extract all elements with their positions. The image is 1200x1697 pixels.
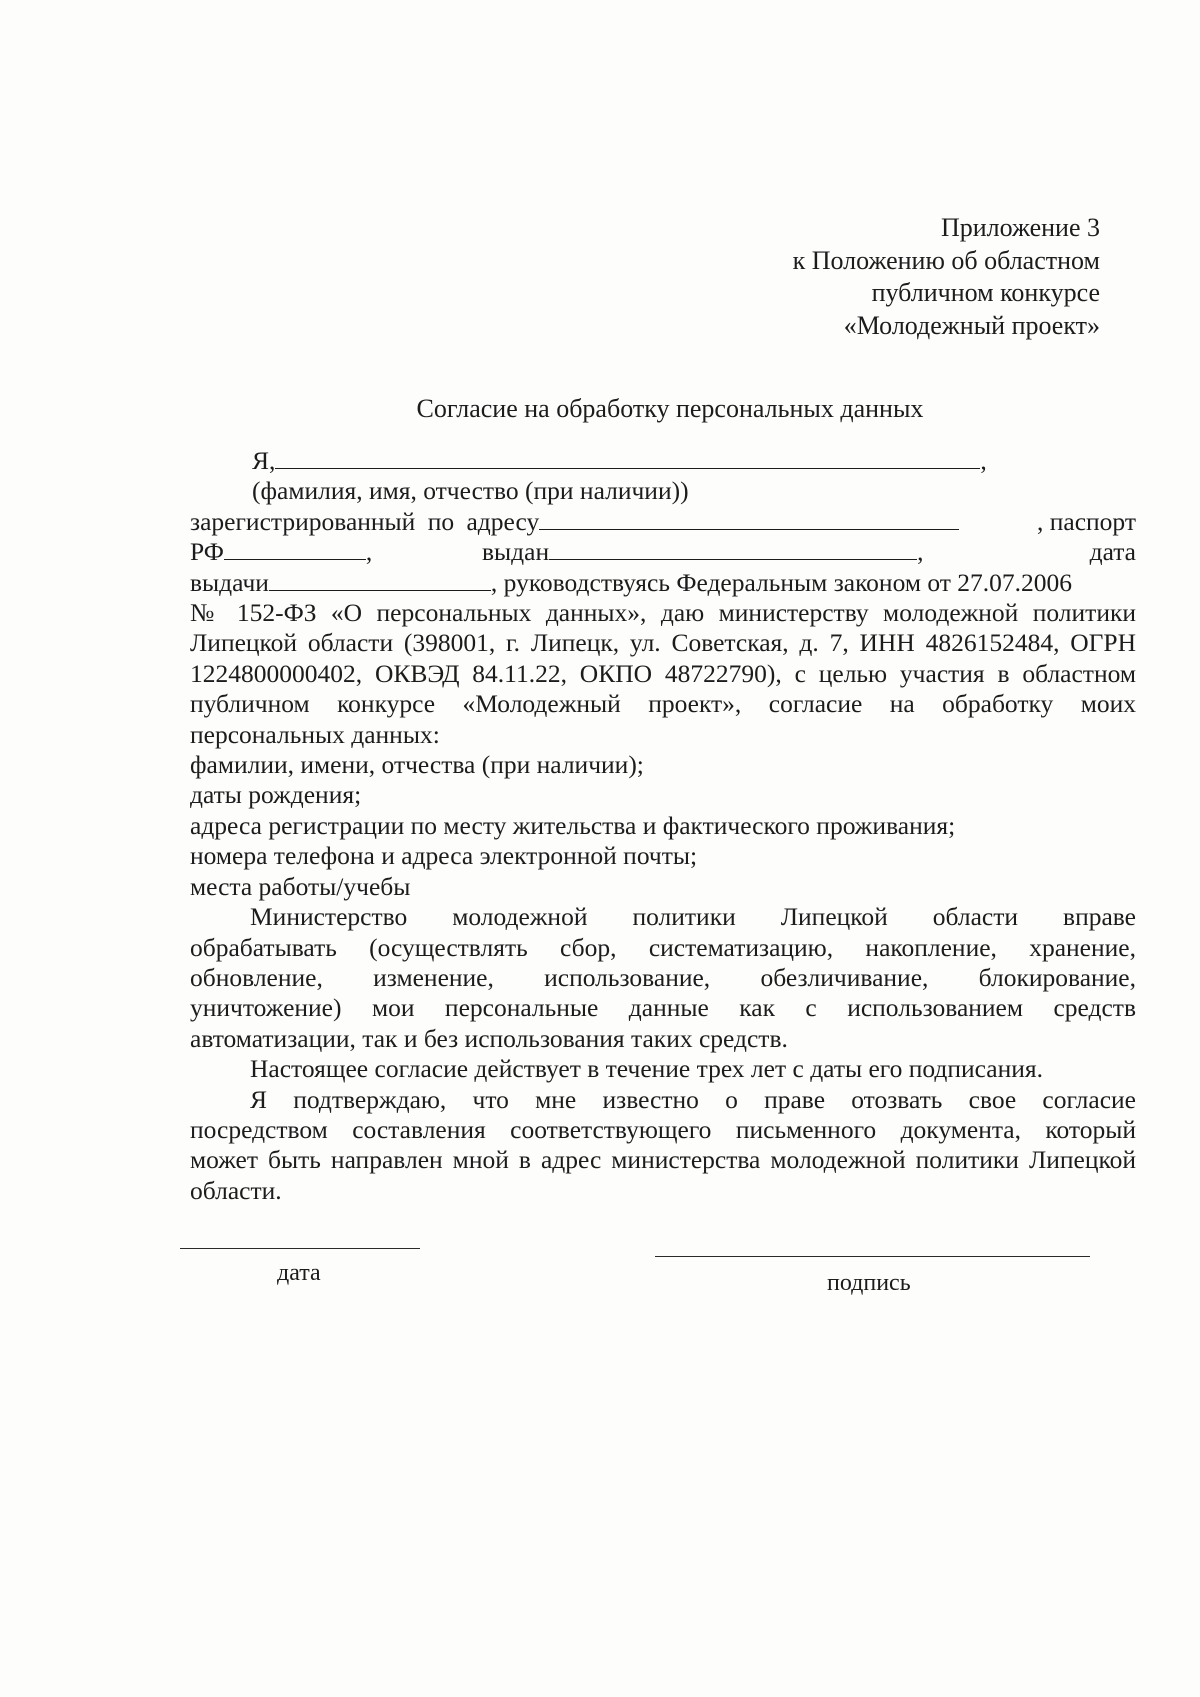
passport-line [190, 537, 1136, 567]
issue-date-blank[interactable] [269, 570, 491, 591]
passport-number-blank[interactable] [224, 539, 366, 560]
law-text: , руководствуясь Федеральным законом от 27.07.2006 [490, 567, 1073, 597]
rf-comma: , [365, 537, 373, 567]
fio-caption: (фамилия, имя, отчество (при наличии)) [252, 476, 689, 506]
date-word: дата [1089, 537, 1136, 567]
consent-line-5: персональных данных: [190, 719, 440, 749]
consent-line-1: № 152-ФЗ «О персональных данных», даю министерству молодежной политики [190, 598, 1136, 628]
confirm-line-3: может быть направлен мной в адрес министерства молодежной политики Липецкой [190, 1145, 1136, 1175]
document-title: Согласие на обработку персональных данных [416, 394, 924, 423]
confirm-line-4: области. [190, 1175, 282, 1205]
data-item: даты рождения; [190, 780, 362, 810]
data-item: фамилии, имени, отчества (при наличии); [190, 750, 644, 780]
issued-label: выдан [482, 537, 550, 567]
issued-by-blank[interactable] [549, 539, 917, 560]
signature-line[interactable] [655, 1256, 1090, 1257]
consent-line-2: Липецкой области (398001, г. Липецк, ул. Советская, д. 7, ИНН 4826152484, ОГРН [190, 628, 1136, 658]
fio-line [190, 446, 1136, 476]
confirm-line-2: посредством составления соответствующего письменного документа, который [190, 1114, 1136, 1144]
issued-comma: , [917, 537, 924, 567]
data-item: номера телефона и адреса электронной почты; [190, 841, 698, 871]
appendix-line-4: «Молодежный проект» [843, 310, 1100, 340]
ministry-line-4: уничтожение) мои персональные данные как с использованием средств [190, 993, 1136, 1023]
data-item: места работы/учебы [190, 871, 411, 901]
appendix-line-3: публичном конкурсе [871, 278, 1100, 307]
issue-label: выдачи [190, 567, 269, 597]
passport-word: , паспорт [1037, 506, 1136, 536]
validity-line: Настоящее согласие действует в течение трех лет с даты его подписания. [250, 1054, 1044, 1084]
fio-blank[interactable] [275, 448, 980, 469]
appendix-line-1: Приложение 3 [940, 213, 1100, 242]
address-line [190, 507, 1136, 537]
issue-date-line [190, 568, 1136, 598]
ministry-line-5: автоматизации, так и без использования таких средств. [190, 1023, 788, 1053]
i-suffix: , [980, 446, 987, 475]
ministry-line-3: обновление, изменение, использование, обезличивание, блокирование, [190, 962, 1136, 992]
ministry-line-2: обрабатывать (осуществлять сбор, систематизацию, накопление, хранение, [190, 932, 1136, 962]
address-blank[interactable] [539, 509, 959, 530]
consent-line-4: публичном конкурсе «Молодежный проект», согласие на обработку моих [190, 689, 1136, 719]
rf-label: РФ [190, 537, 224, 567]
date-signature-line[interactable] [180, 1248, 420, 1249]
document-body [190, 446, 1136, 1206]
appendix-line-2: к Положению об областном [792, 245, 1100, 275]
appendix-header [793, 212, 1100, 342]
ministry-line-1: Министерство молодежной политики Липецкой области вправе [250, 902, 1136, 932]
consent-line-3: 1224800000402, ОКВЭД 84.11.22, ОКПО 48722790), с целью участия в областном [190, 658, 1136, 688]
date-label: дата [277, 1260, 321, 1286]
reg-label: зарегистрированный по адресу [190, 506, 540, 536]
data-item: адреса регистрации по месту жительства и фактического проживания; [190, 810, 956, 840]
signature-label: подпись [827, 1270, 911, 1296]
i-prefix: Я, [252, 446, 276, 475]
confirm-line-1: Я подтверждаю, что мне известно о праве отозвать свое согласие [250, 1084, 1136, 1114]
